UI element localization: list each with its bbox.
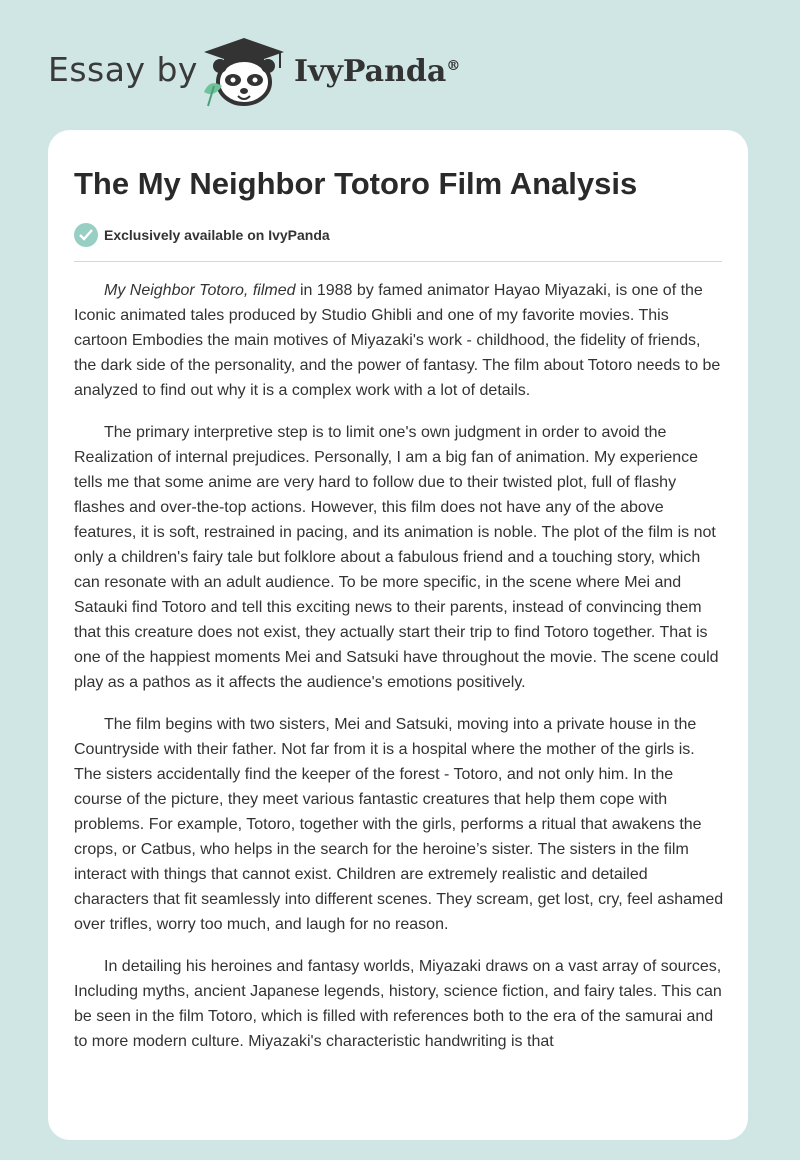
exclusive-badge: [74, 222, 330, 248]
check-icon: [74, 223, 98, 247]
paragraph-1: [74, 278, 724, 403]
panda-logo-icon[interactable]: [200, 36, 288, 108]
site-header: [0, 0, 800, 130]
registered-mark: ®: [446, 58, 461, 74]
paragraph-1-text: in 1988 by famed animator Hayao Miyazaki, is one of the Iconic animated tales produced by Studio Ghibli and one of my favorite movies. This cartoon Embodies the main motives of Miyazaki's work - childhood, the fidelity of friends, the dark side of the personality, and the power of fantasy. The film about Totoro needs to be analyzed to find out why it is a complex work with a lot of details.: [74, 282, 721, 399]
film-title-italic: My Neighbor Totoro, filmed: [104, 282, 296, 299]
essay-card: [48, 130, 748, 1140]
brand-name-text: IvyPanda: [294, 54, 447, 89]
divider: [74, 261, 722, 262]
page-title: The My Neighbor Totoro Film Analysis: [74, 166, 638, 201]
essay-body: [74, 278, 724, 1071]
paragraph-3: The film begins with two sisters, Mei and Satsuki, moving into a private house in the Countryside with their father. Not far from it is a hospital where the mother of the girls is. The sisters accidentally find the keeper of the forest - Totoro, and not only him. In the course of the picture, they meet various fantastic creatures that help them cope with problems. For example, Totoro, together with the girls, performs a ritual that awakens the crops, or Catbus, who helps in the search for the heroine’s sister. The sisters in the film interact with things that cannot exist. Children are extremely realistic and detailed characters that fit seamlessly into different scenes. They scream, get lost, cry, feel ashamed over trifles, worry too much, and laugh for no reason.: [74, 716, 724, 933]
ivypanda-brand-name[interactable]: [294, 54, 460, 89]
paragraph-2: The primary interpretive step is to limit one's own judgment in order to avoid the Realization of internal prejudices. Personally, I am a big fan of animation. My experience tells me that some anime are very hard to follow due to their twisted plot, full of flashy flashes and over-the-top actions. However, this film does not have any of the above features, it is soft, restrained in pacing, and its animation is noble. The plot of the film is not only a children's fairy tale but folklore about a fabulous friend and a touching story, which can resonate with an adult audience. To be more specific, in the scene where Mei and Satauki find Totoro and tell this exciting news to their parents, instead of convincing them that this creature does not exist, they actually start their trip to find Totoro together. That is one of the happiest moments Mei and Satsuki have throughout the movie. The scene could play as a pathos as it affects the audience's emotions positively.: [74, 424, 719, 691]
essay-by-label: Essay by: [48, 50, 198, 89]
badge-text: Exclusively available on IvyPanda: [104, 227, 330, 243]
paragraph-4: In detailing his heroines and fantasy worlds, Miyazaki draws on a vast array of sources, Including myths, ancient Japanese legends, history, science fiction, and fairy tales. This can be seen in the film Totoro, which is filled with references both to the era of the samurai and to more modern culture. Miyazaki's characteristic handwriting is that: [74, 958, 722, 1050]
